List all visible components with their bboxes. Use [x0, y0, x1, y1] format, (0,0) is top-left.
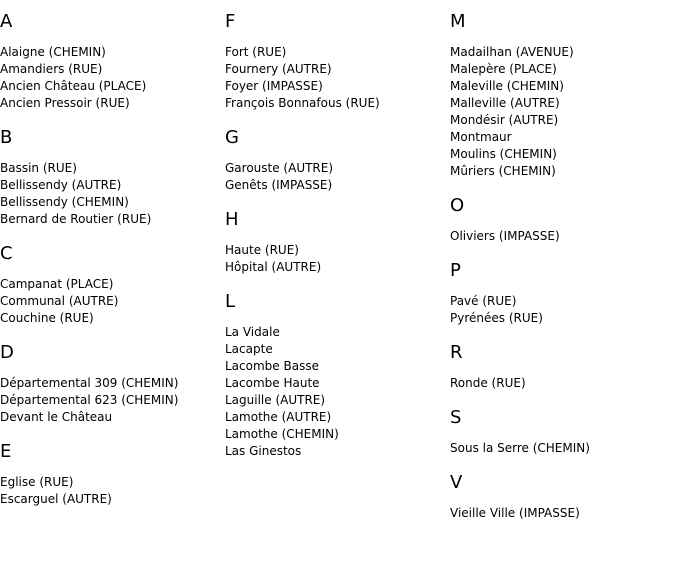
street-item: Vieille Ville (IMPASSE) [450, 506, 580, 520]
section-letter-heading: V [450, 472, 463, 493]
letter-section [225, 126, 450, 194]
street-item: Montmaur [450, 130, 512, 144]
street-item: Ronde (RUE) [450, 376, 526, 390]
street-item: Lacombe Haute [225, 376, 320, 390]
street-item: Bellissendy (AUTRE) [0, 178, 122, 192]
street-list [450, 44, 675, 180]
street-list [0, 44, 225, 112]
letter-section [450, 259, 675, 327]
letter-section [450, 406, 675, 457]
street-item: Bernard de Routier (RUE) [0, 212, 152, 226]
street-item: Bassin (RUE) [0, 161, 77, 175]
street-list [0, 375, 225, 426]
letter-section [0, 440, 225, 508]
street-item: Las Ginestos [225, 444, 302, 458]
street-item: Lamothe (CHEMIN) [225, 427, 339, 441]
street-item: Départemental 623 (CHEMIN) [0, 393, 179, 407]
street-item: Communal (AUTRE) [0, 294, 119, 308]
section-letter-heading: L [225, 291, 236, 312]
section-letter-heading: G [225, 127, 239, 148]
street-list [225, 324, 450, 460]
street-item: Madailhan (AVENUE) [450, 45, 574, 59]
street-item: Pyrénées (RUE) [450, 311, 543, 325]
letter-section [225, 290, 450, 460]
street-item: Ancien Château (PLACE) [0, 79, 147, 93]
section-letter-heading: B [0, 127, 13, 148]
street-item: Couchine (RUE) [0, 311, 94, 325]
street-list [0, 160, 225, 228]
street-item: Lacombe Basse [225, 359, 319, 373]
index-column [450, 10, 675, 536]
street-item: Devant le Château [0, 410, 113, 424]
index-column [225, 10, 450, 474]
letter-section [0, 242, 225, 327]
street-list [450, 228, 675, 245]
street-list [0, 276, 225, 327]
street-item: Malleville (AUTRE) [450, 96, 560, 110]
street-item: Malepère (PLACE) [450, 62, 557, 76]
street-item: Maleville (CHEMIN) [450, 79, 564, 93]
street-item: Escarguel (AUTRE) [0, 492, 112, 506]
street-list [450, 440, 675, 457]
street-item: Campanat (PLACE) [0, 277, 114, 291]
letter-section [0, 10, 225, 112]
letter-section [450, 194, 675, 245]
section-letter-heading: E [0, 441, 12, 462]
letter-section [0, 341, 225, 426]
section-letter-heading: P [450, 260, 461, 281]
street-list [225, 242, 450, 276]
street-item: Genêts (IMPASSE) [225, 178, 333, 192]
street-item: Sous la Serre (CHEMIN) [450, 441, 590, 455]
street-item: Eglise (RUE) [0, 475, 74, 489]
street-item: Bellissendy (CHEMIN) [0, 195, 129, 209]
street-list [225, 160, 450, 194]
section-letter-heading: F [225, 11, 236, 32]
section-letter-heading: H [225, 209, 239, 230]
street-item: Laguille (AUTRE) [225, 393, 326, 407]
street-item: Alaigne (CHEMIN) [0, 45, 106, 59]
letter-section [225, 208, 450, 276]
street-item: Moulins (CHEMIN) [450, 147, 557, 161]
street-item: La Vidale [225, 325, 280, 339]
street-list [225, 44, 450, 112]
section-letter-heading: M [450, 11, 466, 32]
street-item: François Bonnafous (RUE) [225, 96, 380, 110]
street-item: Mûriers (CHEMIN) [450, 164, 556, 178]
street-list [450, 375, 675, 392]
street-item: Amandiers (RUE) [0, 62, 103, 76]
street-item: Mondésir (AUTRE) [450, 113, 559, 127]
section-letter-heading: A [0, 11, 13, 32]
street-item: Garouste (AUTRE) [225, 161, 334, 175]
letter-section [450, 341, 675, 392]
street-item: Fort (RUE) [225, 45, 287, 59]
letter-section [450, 10, 675, 180]
section-letter-heading: D [0, 342, 14, 363]
street-list [450, 293, 675, 327]
letter-section [450, 471, 675, 522]
index-column [0, 10, 225, 522]
street-item: Haute (RUE) [225, 243, 299, 257]
street-item: Fournery (AUTRE) [225, 62, 332, 76]
street-item: Lacapte [225, 342, 273, 356]
street-item: Hôpital (AUTRE) [225, 260, 322, 274]
street-item: Foyer (IMPASSE) [225, 79, 323, 93]
street-item: Oliviers (IMPASSE) [450, 229, 560, 243]
section-letter-heading: C [0, 243, 13, 264]
section-letter-heading: O [450, 195, 465, 216]
letter-section [0, 126, 225, 228]
street-item: Pavé (RUE) [450, 294, 517, 308]
section-letter-heading: R [450, 342, 463, 363]
street-item: Ancien Pressoir (RUE) [0, 96, 130, 110]
street-item: Lamothe (AUTRE) [225, 410, 332, 424]
street-list [0, 474, 225, 508]
street-list [450, 505, 675, 522]
section-letter-heading: S [450, 407, 462, 428]
letter-section [225, 10, 450, 112]
street-item: Départemental 309 (CHEMIN) [0, 376, 179, 390]
